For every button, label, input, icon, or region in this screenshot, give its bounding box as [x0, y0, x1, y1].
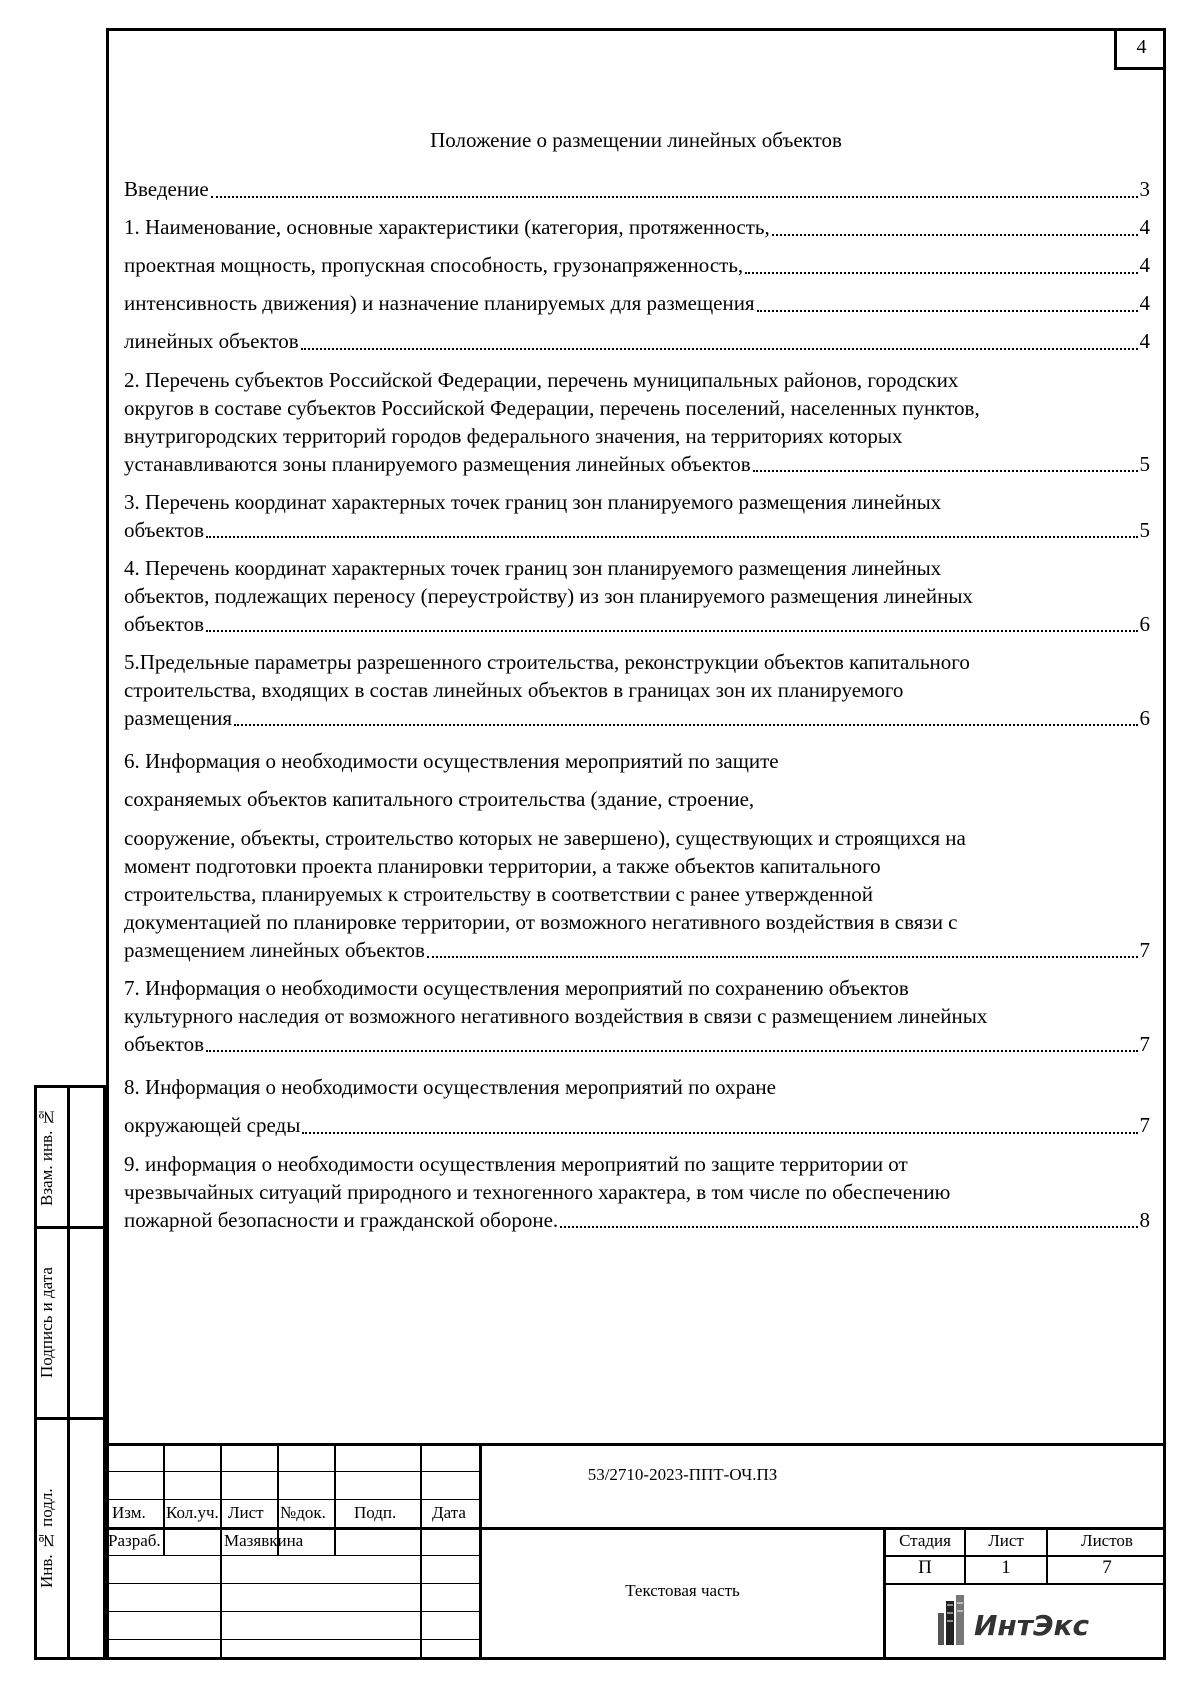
building-logo-icon — [936, 1593, 970, 1645]
toc-entry — [124, 1068, 1150, 1106]
toc-entry-line: округов в составе субъектов Российской Федерации, перечень поселений, населенных пунктов, — [124, 396, 980, 420]
toc-entry-line: 4. Перечень координат характерных точек границ зон планируемого размещения линейных — [124, 556, 942, 580]
toc-entry-line: 2. Перечень субъектов Российской Федерации, перечень муниципальных районов, городских — [124, 368, 959, 392]
toc-entry-line: устанавливаются зоны планируемого размещения линейных объектов — [124, 452, 751, 476]
title-block — [106, 1443, 1166, 1660]
toc-page-number: 6 — [1139, 612, 1150, 636]
toc-entry — [124, 208, 1150, 246]
toc-page-number: 4 — [1139, 329, 1150, 353]
sheets-value: 7 — [1102, 1557, 1112, 1578]
dot-leader — [427, 956, 1138, 958]
side-label-vzam: Взам. инв. № — [37, 1107, 56, 1207]
toc-page-number: 5 — [1139, 452, 1150, 476]
toc-page-number: 7 — [1139, 1113, 1150, 1137]
side-stamp-inv — [34, 1417, 106, 1660]
stamp-header-podp: Подп. — [354, 1503, 397, 1522]
dot-leader — [301, 348, 1138, 350]
toc-entry-text: 6. Информация о необходимости осуществления мероприятий по защите — [124, 749, 779, 773]
stage-label: Стадия — [899, 1531, 951, 1550]
toc-entry-line: объектов — [124, 612, 205, 636]
toc-page-number: 7 — [1139, 938, 1150, 962]
logo-text: ИнтЭкс — [974, 1608, 1090, 1642]
dot-leader — [745, 272, 1137, 274]
toc-entry-line: внутригородских территорий городов федерального значения, на территориях которых — [124, 424, 903, 448]
toc-entry — [124, 824, 1150, 964]
toc-entry-line: размещением линейных объектов — [124, 938, 425, 962]
toc-entry-line: 9. информация о необходимости осуществления мероприятий по защите территории от — [124, 1152, 908, 1176]
dot-leader — [206, 1050, 1137, 1052]
toc-entry-line: пожарной безопасности и гражданской обороне. — [124, 1208, 559, 1232]
side-label-podpis: Подпись и дата — [37, 1267, 56, 1379]
toc-entry — [124, 1106, 1150, 1144]
toc-entry-line: объектов, подлежащих переносу (переустройству) из зон планируемого размещения линейных — [124, 584, 973, 608]
dot-leader — [753, 470, 1138, 472]
toc-page-number: 3 — [1139, 177, 1150, 201]
toc-title: Положение о размещении линейных объектов — [430, 128, 842, 152]
toc-page-number: 7 — [1139, 1032, 1150, 1056]
toc-entry — [124, 170, 1150, 208]
dot-leader — [206, 536, 1137, 538]
toc-entry-line: чрезвычайных ситуаций природного и техногенного характера, в том числе по обеспечению — [124, 1180, 951, 1204]
toc-entry-text: окружающей среды — [124, 1113, 301, 1137]
toc-entry — [124, 742, 1150, 780]
toc-entry — [124, 246, 1150, 284]
toc-entry — [124, 1150, 1150, 1234]
toc-page-number: 4 — [1139, 291, 1150, 315]
toc-entry — [124, 554, 1150, 638]
toc-page-number: 4 — [1139, 215, 1150, 239]
toc-entry-line: документацией по планировке территории, от возможного негативного воздействия в связи с — [124, 910, 958, 934]
sheets-label: Листов — [1081, 1531, 1133, 1550]
sheet-value: 1 — [1001, 1557, 1011, 1578]
toc-entry-line: строительства, входящих в состав линейных объектов в границах зон их планируемого — [124, 678, 904, 702]
toc-entry — [124, 284, 1150, 322]
toc-entry-line: строительства, планируемых к строительству в соответствии с ранее утвержденной — [124, 882, 873, 906]
toc-entry — [124, 488, 1150, 544]
section-title: Текстовая часть — [625, 1581, 740, 1600]
page-number: 4 — [1114, 28, 1166, 70]
toc-entry — [124, 974, 1150, 1058]
toc-entry-text: 1. Наименование, основные характеристики (категория, протяженность, — [124, 215, 770, 239]
toc-page-number: 4 — [1139, 253, 1150, 277]
toc-entry-text: проектная мощность, пропускная способность, грузонапряженность, — [124, 253, 744, 277]
toc-entry-line: момент подготовки проекта планировки территории, а также объектов капитального — [124, 854, 881, 878]
toc-entry-text: Введение — [124, 177, 209, 201]
dot-leader — [757, 310, 1138, 312]
company-logo — [936, 1593, 1089, 1645]
dot-leader — [206, 630, 1137, 632]
side-stamp-vzam — [34, 1085, 106, 1229]
toc-entry-text: 8. Информация о необходимости осуществления мероприятий по охране — [124, 1075, 776, 1099]
dot-leader — [772, 234, 1138, 236]
stamp-header-data: Дата — [432, 1503, 466, 1522]
side-stamp-podpis — [34, 1226, 106, 1420]
side-label-inv: Инв. № подл. — [37, 1488, 56, 1589]
stage-value: П — [918, 1557, 932, 1578]
toc-entry-text: интенсивность движения) и назначение планируемых для размещения — [124, 291, 755, 315]
stamp-header-ndok: №док. — [280, 1503, 326, 1522]
toc-entry-line: размещения — [124, 706, 233, 730]
toc-entry-line: 5.Предельные параметры разрешенного строительства, реконструкции объектов капитального — [124, 650, 970, 674]
stamp-header-list: Лист — [228, 1503, 264, 1522]
toc-entry-text: сохраняемых объектов капитального строительства (здание, строение, — [124, 787, 755, 811]
document-code: 53/2710-2023-ППТ-ОЧ.ПЗ — [587, 1465, 778, 1484]
dot-leader — [560, 1226, 1137, 1228]
toc-entry — [124, 780, 1150, 818]
toc-entry-line: сооружение, объекты, строительство которых не завершено), существующих и строящихся на — [124, 826, 966, 850]
dot-leader — [234, 724, 1137, 726]
dot-leader — [302, 1132, 1137, 1134]
toc-entry-line: культурного наследия от возможного негативного воздействия в связи с размещением линейных — [124, 1004, 988, 1028]
toc-entry — [124, 648, 1150, 732]
dot-leader — [211, 196, 1138, 198]
toc-entry-line: 7. Информация о необходимости осуществления мероприятий по сохранению объектов — [124, 976, 909, 1000]
toc-entry-line: 3. Перечень координат характерных точек границ зон планируемого размещения линейных — [124, 490, 942, 514]
toc-entry-line: объектов — [124, 518, 205, 542]
toc-entry-text: линейных объектов — [124, 329, 299, 353]
stamp-header-kolvo: Кол.уч. — [166, 1503, 219, 1522]
toc-entry — [124, 322, 1150, 360]
toc-entry — [124, 366, 1150, 478]
stamp-header-izm: Изм. — [112, 1503, 146, 1522]
toc-page-number: 8 — [1139, 1208, 1150, 1232]
table-of-contents — [124, 170, 1150, 1244]
razrab-label: Разраб. — [108, 1531, 161, 1550]
toc-entry-line: объектов — [124, 1032, 205, 1056]
sheet-label: Лист — [988, 1531, 1024, 1550]
toc-page-number: 5 — [1139, 518, 1150, 542]
toc-page-number: 6 — [1139, 706, 1150, 730]
razrab-name: Мазявкина — [224, 1531, 304, 1550]
